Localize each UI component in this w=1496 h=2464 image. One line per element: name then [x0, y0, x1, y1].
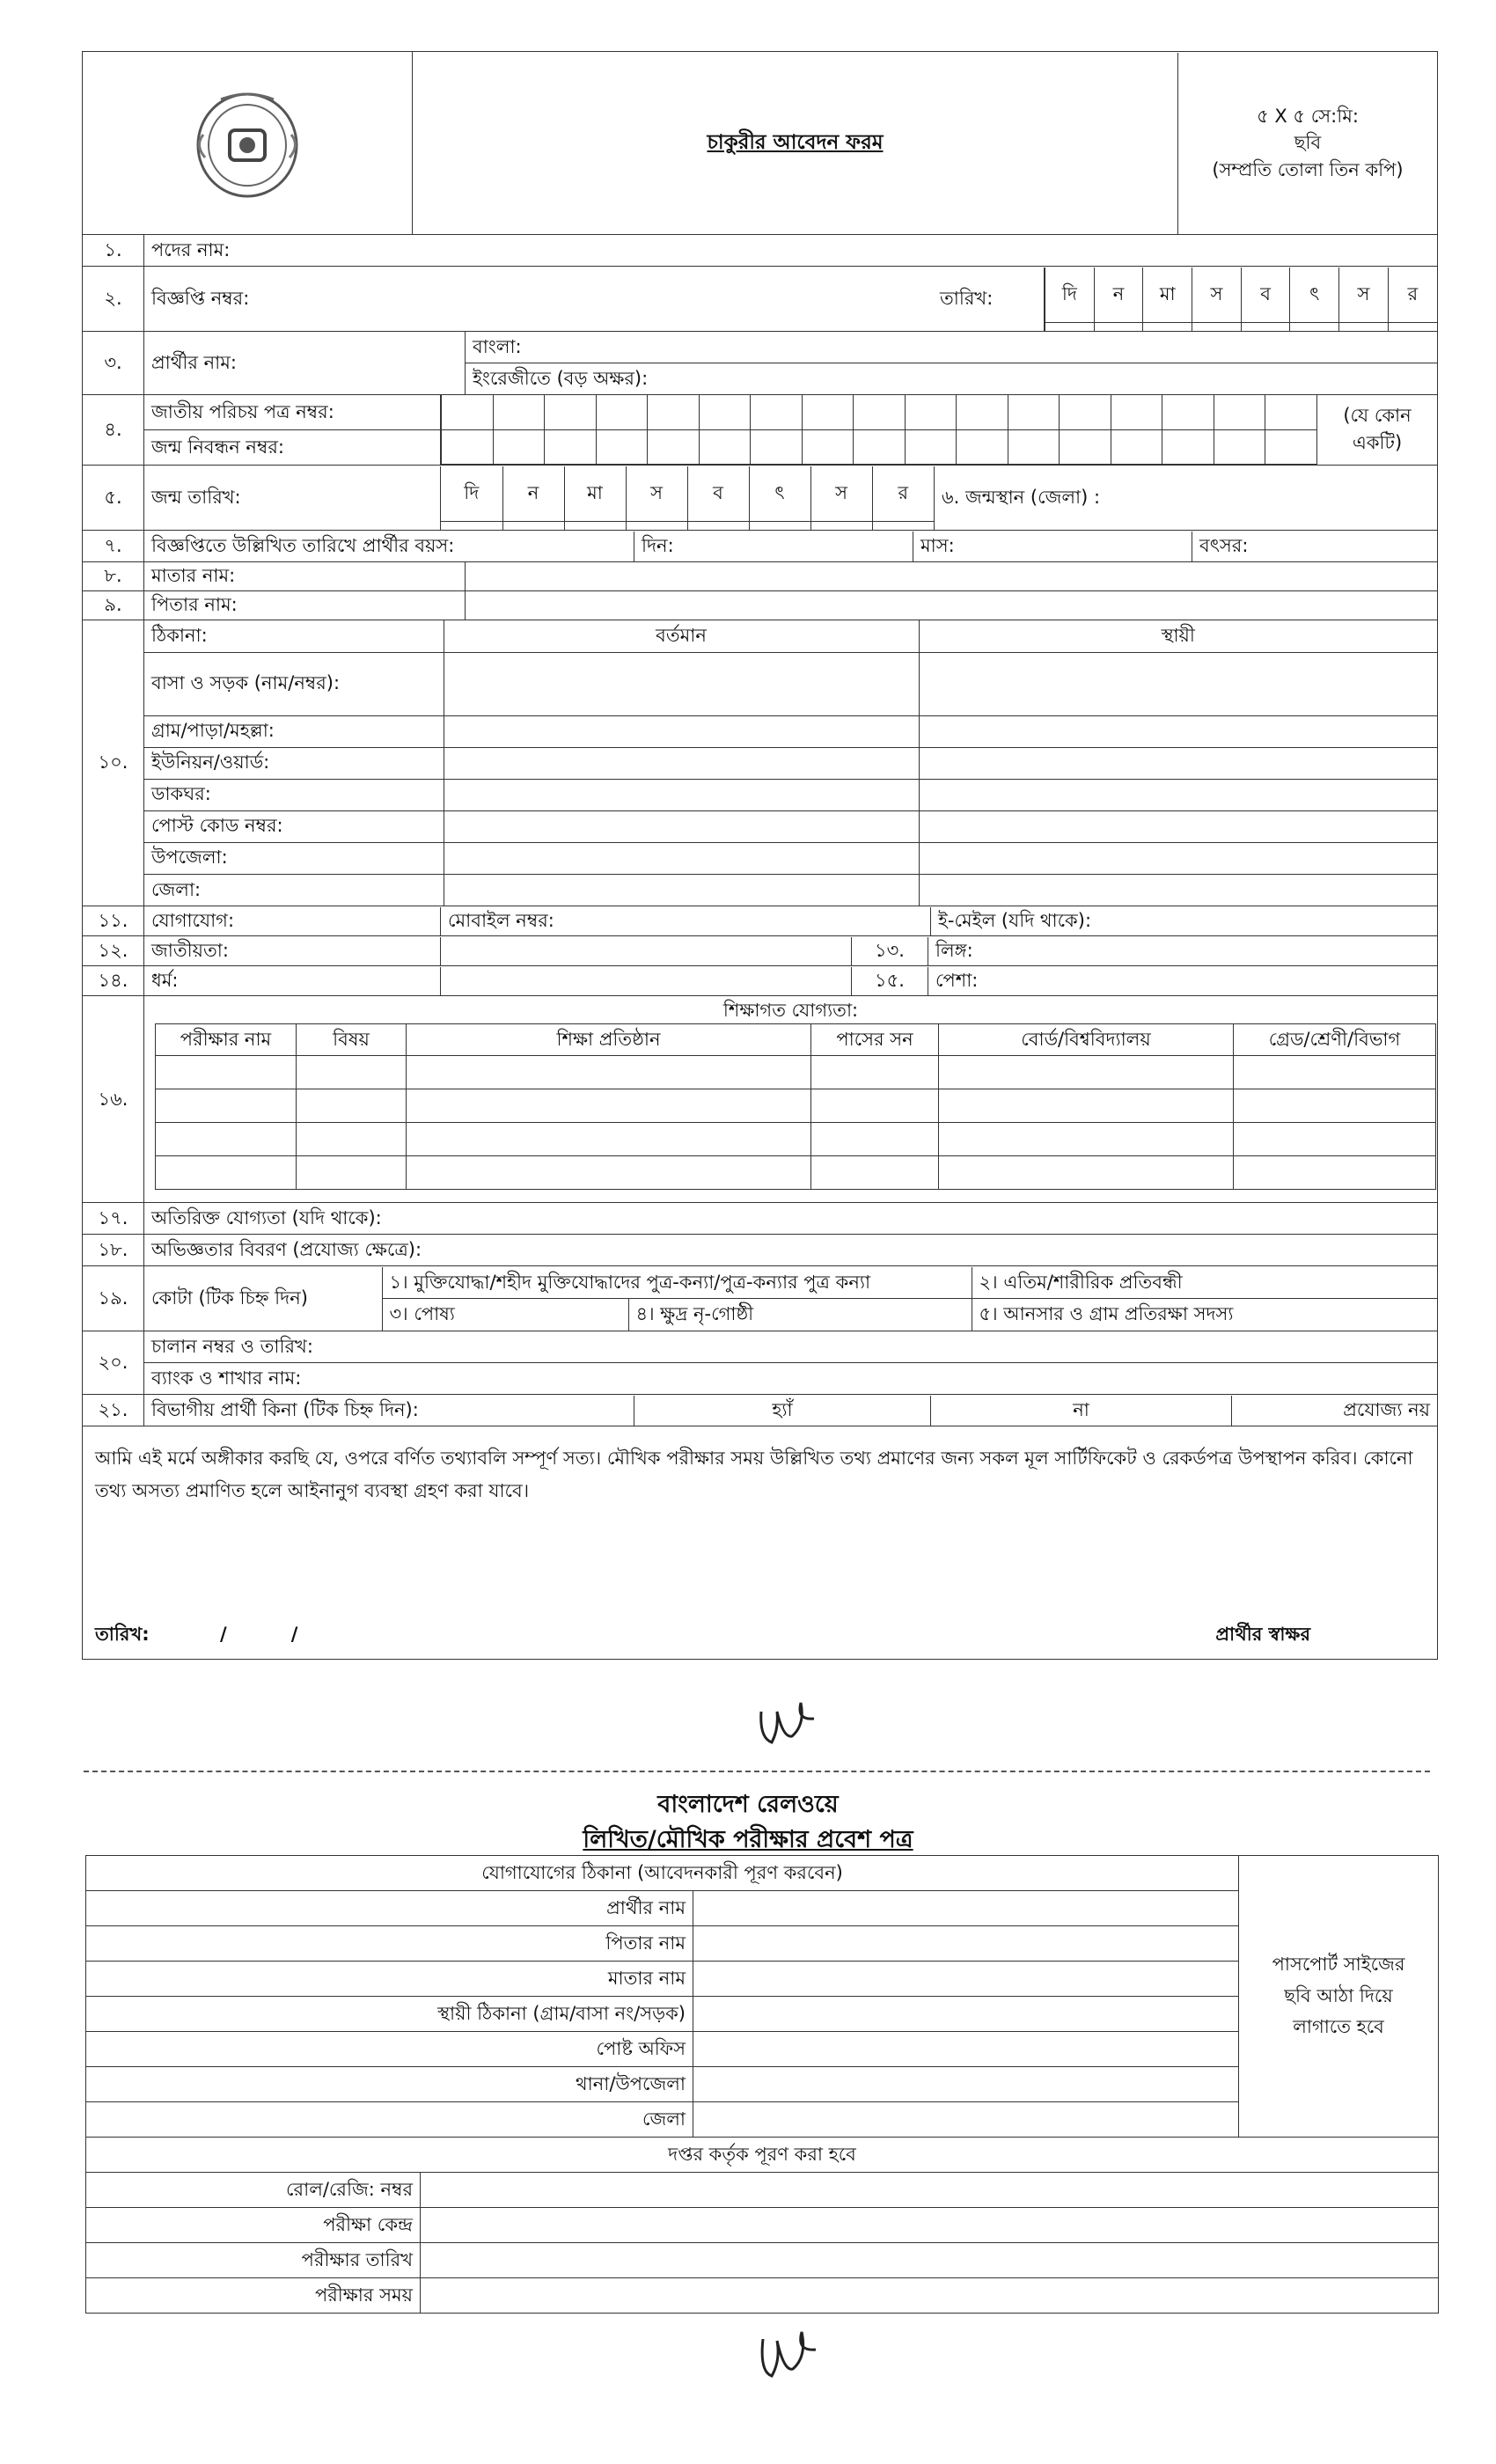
col-header-board: বোর্ড/বিশ্ববিদ্যালয়	[939, 1024, 1234, 1056]
row-number: ১৩.	[852, 937, 928, 965]
id-digit-box[interactable]	[1111, 429, 1162, 464]
circular-number-label: বিজ্ঞপ্তি নম্বর:	[151, 287, 250, 309]
permanent-address-input[interactable]	[919, 715, 1437, 747]
date-box: দি	[1045, 268, 1095, 323]
row-number: ১১.	[83, 906, 144, 936]
id-digit-box[interactable]	[1265, 429, 1317, 464]
mother-name-field[interactable]	[466, 562, 1438, 591]
admit-field-input[interactable]	[693, 2102, 1239, 2138]
quota-option-3[interactable]	[382, 1299, 628, 1331]
age-day-label: দিন:	[642, 534, 674, 556]
row-number: ৮.	[83, 562, 144, 591]
id-digit-box[interactable]	[751, 395, 803, 429]
mobile-field[interactable]	[441, 907, 931, 935]
address-field-label: পোস্ট কোড নম্বর:	[144, 810, 444, 842]
permanent-address-input[interactable]	[919, 779, 1437, 810]
gender-label: লিঙ্গ:	[935, 939, 973, 961]
office-field-input[interactable]	[421, 2208, 1439, 2243]
id-digit-box[interactable]	[442, 429, 494, 464]
date-label: তারিখ:	[95, 1624, 150, 1646]
passport-photo-box: পাসপোর্ট সাইজের ছবি আঠা দিয়ে লাগাতে হবে	[1239, 1856, 1439, 2138]
age-month-field[interactable]	[913, 532, 1192, 561]
present-address-input[interactable]	[444, 810, 919, 842]
id-digit-box[interactable]	[699, 395, 751, 429]
address-field-label: ডাকঘর:	[144, 779, 444, 810]
row-number: ১৯.	[83, 1266, 144, 1331]
row-number: ১৫.	[852, 967, 928, 995]
contact-label: যোগাযোগ:	[144, 907, 441, 935]
date-box: ৎ	[1290, 268, 1339, 323]
date-box: ন	[502, 466, 564, 522]
row-number: ১৪.	[83, 966, 144, 996]
quota-option-label: ২। এতিম/শারীরিক প্রতিবন্ধী	[979, 1271, 1183, 1293]
id-digit-box[interactable]	[905, 429, 957, 464]
col-header-grade: গ্রেড/শ্রেণী/বিভাগ	[1234, 1024, 1436, 1056]
admit-field-label: পোষ্ট অফিস	[86, 2032, 693, 2067]
id-digit-box[interactable]	[957, 429, 1008, 464]
mobile-label: মোবাইল নম্বর:	[448, 909, 554, 931]
candidate-name-label: প্রার্থীর নাম:	[144, 332, 466, 395]
gender-field[interactable]	[928, 937, 1438, 965]
departmental-na-option[interactable]: প্রযোজ্য নয়	[1343, 1399, 1430, 1421]
id-digit-box[interactable]	[493, 395, 545, 429]
education-title: শিক্ষাগত যোগ্যতা:	[722, 1000, 859, 1021]
office-field-label: পরীক্ষা কেন্দ্র	[86, 2208, 421, 2243]
quota-option-4[interactable]	[628, 1299, 972, 1331]
table-row[interactable]	[156, 1089, 1436, 1123]
departmental-candidate-label: বিভাগীয় প্রার্থী কিনা (টিক চিহ্ন দিন):	[144, 1396, 634, 1426]
id-digit-box[interactable]	[1265, 395, 1317, 429]
row-number: ৫.	[83, 466, 144, 531]
table-row[interactable]	[156, 1056, 1436, 1089]
row-number: ১০.	[83, 620, 144, 906]
admit-field-input[interactable]	[693, 1962, 1239, 1997]
address-field-label: গ্রাম/পাড়া/মহল্লা:	[144, 715, 444, 747]
table-row[interactable]	[156, 1123, 1436, 1156]
row-number: ১৮.	[83, 1235, 144, 1266]
office-field-label: পরীক্ষার সময়	[86, 2278, 421, 2314]
id-digit-box[interactable]	[545, 395, 597, 429]
any-one-note: (যে কোন একটি)	[1343, 404, 1412, 454]
photo-size: ৫ X ৫ সে:মি:	[1257, 105, 1359, 127]
id-digit-box[interactable]	[1060, 395, 1111, 429]
email-field[interactable]	[931, 907, 1438, 935]
bank-label: ব্যাংক ও শাখার নাম:	[151, 1368, 302, 1390]
date-box: ন	[1094, 268, 1143, 323]
office-section-header: দপ্তর কর্তৃক পূরণ করা হবে	[86, 2138, 1439, 2173]
id-digit-box[interactable]	[751, 429, 803, 464]
present-address-header: বর্তমান	[444, 620, 919, 652]
challan-field[interactable]	[144, 1331, 1438, 1363]
challan-label: চালান নম্বর ও তারিখ:	[151, 1336, 313, 1358]
additional-qualification-label: অতিরিক্ত যোগ্যতা (যদি থাকে):	[151, 1207, 382, 1229]
cut-line	[84, 1771, 1430, 1772]
declaration-text: আমি এই মর্মে অঙ্গীকার করছি যে, ওপরে বর্ণিত তথ্যাবলি সম্পূর্ণ সত্য। মৌখিক পরীক্ষার সময় উল্লিখিত তথ্য প্রমাণের জন্য সকল মূল সার্টিফিকেট ও রেকর্ডপত্র উপস্থাপন করিব। কোনো তথ্য অসত্য প্রমাণিত হলে আইনানুগ ব্যবস্থা গ্রহণ করা যাবে।	[95, 1448, 1413, 1501]
logo-cell	[83, 52, 413, 235]
dob-label: জন্ম তারিখ:	[151, 486, 241, 508]
office-field-label: পরীক্ষার তারিখ	[86, 2243, 421, 2278]
id-digit-box[interactable]	[1060, 429, 1111, 464]
admit-field-input[interactable]	[693, 2067, 1239, 2102]
address-field-label: বাসা ও সড়ক (নাম/নম্বর):	[144, 652, 444, 715]
experience-label: অভিজ্ঞতার বিবরণ (প্রযোজ্য ক্ষেত্রে):	[151, 1239, 422, 1261]
railway-logo	[181, 77, 313, 209]
post-name-field[interactable]	[144, 235, 1438, 267]
birthplace-field[interactable]	[935, 466, 1438, 530]
occupation-label: পেশা:	[935, 969, 979, 991]
quota-option-label: ১। মুক্তিযোদ্ধা/শহীদ মুক্তিযোদ্ধাদের পুত্র-কন্যা/পুত্র-কন্যার পুত্র কন্যা	[389, 1271, 871, 1293]
father-name-field[interactable]	[466, 591, 1438, 620]
date-box: র	[1388, 268, 1437, 323]
permanent-address-input[interactable]	[919, 747, 1437, 779]
row-number: ১.	[83, 235, 144, 267]
birth-registration-label: জন্ম নিবন্ধন নম্বর:	[151, 436, 284, 458]
quota-option-5[interactable]	[972, 1299, 1437, 1331]
date-box: মা	[1143, 268, 1192, 323]
nationality-field[interactable]	[441, 937, 852, 965]
admit-field-input[interactable]	[693, 1997, 1239, 2032]
dob-boxes[interactable]	[441, 466, 934, 530]
quota-option-2[interactable]	[972, 1267, 1437, 1299]
date-box: দি	[441, 466, 502, 522]
date-slashes: / /	[220, 1624, 298, 1646]
id-digit-box[interactable]	[802, 395, 854, 429]
date-box: স	[1192, 268, 1242, 323]
date-box: স	[810, 466, 872, 522]
quota-label: কোটা (টিক চিহ্ন দিন)	[144, 1267, 382, 1331]
signature-mark	[752, 1694, 823, 1756]
id-digit-box[interactable]	[596, 429, 648, 464]
admit-field-label: মাতার নাম	[86, 1962, 693, 1997]
id-digit-box[interactable]	[1214, 429, 1265, 464]
admit-field-label: প্রার্থীর নাম	[86, 1891, 693, 1926]
id-digit-box[interactable]	[1008, 395, 1060, 429]
id-digit-box[interactable]	[802, 429, 854, 464]
row-number: ৩.	[83, 332, 144, 395]
signature-mark	[752, 2323, 823, 2389]
date-box: স	[1339, 268, 1389, 323]
english-label: ইংরেজীতে (বড় অক্ষর):	[473, 367, 649, 389]
permanent-address-input[interactable]	[919, 842, 1437, 874]
photo-note: (সম্প্রতি তোলা তিন কপি)	[1212, 158, 1404, 180]
religion-label: ধর্ম:	[144, 967, 441, 995]
address-field-label: ইউনিয়ন/ওয়ার্ড:	[144, 747, 444, 779]
id-digit-box[interactable]	[854, 429, 906, 464]
address-field-label: উপজেলা:	[144, 842, 444, 874]
nationality-label: জাতীয়তা:	[144, 937, 441, 965]
row-number: ২১.	[83, 1395, 144, 1426]
admit-card-title: লিখিত/মৌখিক পরীক্ষার প্রবেশ পত্র	[583, 1826, 913, 1853]
id-digit-box[interactable]	[1214, 395, 1265, 429]
row-number: ১২.	[83, 936, 144, 966]
col-header-institution: শিক্ষা প্রতিষ্ঠান	[407, 1024, 811, 1056]
present-address-input[interactable]	[444, 842, 919, 874]
contact-section-header: যোগাযোগের ঠিকানা (আবেদনকারী পূরণ করবেন)	[86, 1856, 1239, 1891]
quota-option-label: ৩। পোষ্য	[389, 1303, 455, 1325]
age-label: বিজ্ঞপ্তিতে উল্লিখিত তারিখে প্রার্থীর বয়স:	[151, 534, 455, 556]
admit-field-label: জেলা	[86, 2102, 693, 2138]
row-number: ১৭.	[83, 1203, 144, 1235]
id-digit-box[interactable]	[493, 429, 545, 464]
col-header-exam: পরীক্ষার নাম	[156, 1024, 297, 1056]
age-year-label: বৎসর:	[1199, 534, 1249, 556]
row-number: ২.	[83, 267, 144, 332]
permanent-address-input[interactable]	[919, 652, 1437, 715]
id-digit-box[interactable]	[957, 395, 1008, 429]
admit-org-name: বাংলাদেশ রেলওয়ে	[657, 1791, 839, 1818]
id-digit-box[interactable]	[648, 429, 700, 464]
id-digit-box[interactable]	[545, 429, 597, 464]
id-digit-box[interactable]	[596, 395, 648, 429]
row-number: ১৬.	[83, 996, 144, 1203]
bank-field[interactable]	[144, 1363, 1438, 1395]
religion-field[interactable]	[441, 967, 852, 995]
present-address-input[interactable]	[444, 747, 919, 779]
date-box: ৎ	[749, 466, 810, 522]
circular-date-boxes[interactable]	[1045, 268, 1437, 331]
col-header-subject: বিষয়	[297, 1024, 407, 1056]
id-digit-box[interactable]	[854, 395, 906, 429]
present-address-input[interactable]	[444, 874, 919, 906]
permanent-address-header: স্থায়ী	[919, 620, 1437, 652]
address-label: ঠিকানা:	[144, 620, 444, 652]
office-field-input[interactable]	[421, 2243, 1439, 2278]
admit-field-input[interactable]	[693, 2032, 1239, 2067]
col-header-passing-year: পাসের সন	[811, 1024, 939, 1056]
additional-qualification-field[interactable]	[144, 1203, 1438, 1235]
address-table	[144, 620, 1437, 906]
date-box: ব	[687, 466, 749, 522]
id-digit-box[interactable]	[1008, 429, 1060, 464]
permanent-address-input[interactable]	[919, 810, 1437, 842]
experience-field[interactable]	[144, 1235, 1438, 1266]
birthplace-label: ৬. জন্মস্থান (জেলা) :	[942, 486, 1101, 508]
address-field-label: জেলা:	[144, 874, 444, 906]
admit-field-input[interactable]	[693, 1891, 1239, 1926]
present-address-input[interactable]	[444, 779, 919, 810]
admit-field-label: থানা/উপজেলা	[86, 2067, 693, 2102]
date-box: স	[626, 466, 687, 522]
departmental-yes-option[interactable]: হ্যাঁ	[634, 1396, 931, 1426]
declaration-box	[83, 1426, 1438, 1660]
bangla-label: বাংলা:	[473, 335, 522, 357]
occupation-field[interactable]	[928, 967, 1438, 995]
office-field-label: রোল/রেজি: নম্বর	[86, 2173, 421, 2208]
circular-date-label: তারিখ:	[940, 287, 994, 309]
applicant-signature-label: প্রার্থীর স্বাক্ষর	[1215, 1624, 1310, 1646]
age-year-field[interactable]	[1192, 532, 1438, 561]
row-number: ২০.	[83, 1331, 144, 1395]
declaration-date[interactable]	[95, 1618, 297, 1651]
nid-birthreg-boxes[interactable]	[441, 395, 1316, 464]
form-title: চাকুরীর আবেদন ফরম	[707, 130, 884, 154]
date-box: ব	[1241, 268, 1290, 323]
id-digit-box[interactable]	[442, 395, 494, 429]
quota-option-label: ৫। আনসার ও গ্রাম প্রতিরক্ষা সদস্য	[979, 1303, 1234, 1325]
present-address-input[interactable]	[444, 652, 919, 715]
id-digit-box[interactable]	[648, 395, 700, 429]
office-field-input[interactable]	[421, 2173, 1439, 2208]
father-name-label: পিতার নাম:	[144, 591, 466, 620]
quota-option-label: ৪। ক্ষুদ্র নৃ-গোষ্ঠী	[635, 1303, 754, 1325]
id-digit-box[interactable]	[1111, 395, 1162, 429]
departmental-no-option[interactable]: না	[931, 1396, 1232, 1426]
permanent-address-input[interactable]	[919, 874, 1437, 906]
table-row[interactable]	[156, 1156, 1436, 1190]
date-box: মা	[564, 466, 626, 522]
age-day-field[interactable]	[634, 532, 913, 561]
admit-field-label: পিতার নাম	[86, 1926, 693, 1962]
id-digit-box[interactable]	[1162, 429, 1214, 464]
admit-card-table	[85, 1855, 1439, 2314]
nid-label: জাতীয় পরিচয় পত্র নম্বর:	[144, 395, 441, 429]
row-number: ৪.	[83, 395, 144, 466]
candidate-name-english-field[interactable]	[466, 363, 1438, 395]
row-number: ৯.	[83, 591, 144, 620]
row-number: ৭.	[83, 531, 144, 562]
photo-box	[1178, 53, 1437, 234]
photo-label: ছবি	[1294, 132, 1322, 154]
mother-name-label: মাতার নাম:	[144, 562, 466, 591]
email-label: ই-মেইল (যদি থাকে):	[938, 909, 1092, 931]
post-name-label: পদের নাম:	[151, 238, 231, 260]
admit-field-label: স্থায়ী ঠিকানা (গ্রাম/বাসা নং/সড়ক)	[86, 1997, 693, 2032]
circular-number-field[interactable]	[144, 268, 933, 331]
quota-option-1[interactable]	[382, 1267, 972, 1299]
education-table	[155, 1023, 1436, 1190]
id-digit-box[interactable]	[1162, 395, 1214, 429]
office-field-input[interactable]	[421, 2278, 1439, 2314]
id-digit-box[interactable]	[905, 395, 957, 429]
date-box: র	[872, 466, 934, 522]
candidate-name-bangla-field[interactable]	[466, 332, 1438, 363]
application-form-table	[82, 51, 1438, 1660]
id-digit-box[interactable]	[699, 429, 751, 464]
age-month-label: মাস:	[920, 534, 955, 556]
present-address-input[interactable]	[444, 715, 919, 747]
admit-field-input[interactable]	[693, 1926, 1239, 1962]
